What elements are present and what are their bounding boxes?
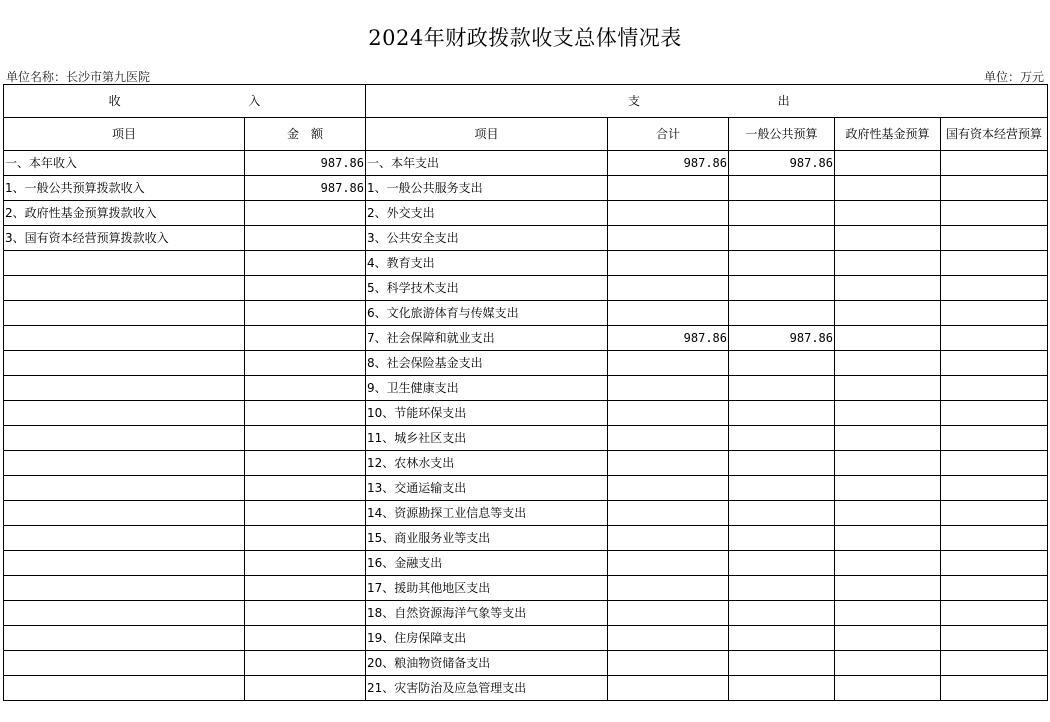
expense-state-capital-cell <box>941 626 1048 651</box>
income-group-char-2: 入 <box>248 94 261 108</box>
income-item-cell <box>4 601 245 626</box>
table-row <box>4 276 1048 301</box>
income-item-cell <box>4 251 245 276</box>
expense-total-cell <box>608 601 729 626</box>
income-item-cell <box>4 376 245 401</box>
income-amount-cell <box>245 326 366 351</box>
expense-fund-cell <box>835 301 941 326</box>
income-amount-cell <box>245 251 366 276</box>
expense-total-cell <box>608 301 729 326</box>
col-expense-total: 合计 <box>608 118 729 151</box>
table-row <box>4 601 1048 626</box>
expense-state-capital-cell <box>941 326 1048 351</box>
header-row-columns <box>4 118 1048 151</box>
expense-total-cell <box>608 626 729 651</box>
expense-state-capital-cell <box>941 476 1048 501</box>
expense-group-char-2: 出 <box>777 94 790 108</box>
expense-state-capital-cell <box>941 651 1048 676</box>
expense-general-cell <box>729 651 835 676</box>
expense-fund-cell <box>835 626 941 651</box>
income-item-cell <box>4 526 245 551</box>
expense-total-cell <box>608 551 729 576</box>
expense-general-cell <box>729 251 835 276</box>
expense-item-cell: 一、本年支出 <box>366 151 608 176</box>
income-amount-cell: 987.86 <box>245 151 366 176</box>
expense-fund-cell <box>835 276 941 301</box>
income-amount-cell <box>245 201 366 226</box>
income-amount-cell <box>245 626 366 651</box>
income-amount-cell <box>245 601 366 626</box>
income-item-cell <box>4 626 245 651</box>
table-row <box>4 226 1048 251</box>
expense-item-cell: 1、一般公共服务支出 <box>366 176 608 201</box>
table-row <box>4 251 1048 276</box>
income-item-cell <box>4 501 245 526</box>
income-item-cell <box>4 351 245 376</box>
page-title: 2024年财政拨款收支总体情况表 <box>368 26 682 50</box>
expense-total-cell <box>608 476 729 501</box>
income-item-cell: 一、本年收入 <box>4 151 245 176</box>
expense-fund-cell <box>835 251 941 276</box>
expense-state-capital-cell <box>941 551 1048 576</box>
expense-fund-cell <box>835 151 941 176</box>
income-item-cell: 3、国有资本经营预算拨款收入 <box>4 226 245 251</box>
income-item-cell: 2、政府性基金预算拨款收入 <box>4 201 245 226</box>
expense-state-capital-cell <box>941 576 1048 601</box>
table-row <box>4 301 1048 326</box>
expense-total-cell <box>608 451 729 476</box>
expense-general-cell <box>729 626 835 651</box>
expense-item-cell: 11、城乡社区支出 <box>366 426 608 451</box>
table-row <box>4 676 1048 701</box>
table-row <box>4 351 1048 376</box>
expense-total-cell <box>608 251 729 276</box>
expense-general-cell <box>729 176 835 201</box>
expense-general-cell <box>729 201 835 226</box>
expense-total-cell <box>608 351 729 376</box>
expense-general-cell <box>729 501 835 526</box>
expense-general-cell <box>729 376 835 401</box>
expense-item-cell: 3、公共安全支出 <box>366 226 608 251</box>
income-item-cell <box>4 401 245 426</box>
income-amount-cell <box>245 651 366 676</box>
table-row <box>4 476 1048 501</box>
expense-item-cell: 5、科学技术支出 <box>366 276 608 301</box>
income-amount-cell <box>245 276 366 301</box>
expense-total-cell <box>608 426 729 451</box>
expense-total-cell <box>608 526 729 551</box>
expense-item-cell: 10、节能环保支出 <box>366 401 608 426</box>
table-row <box>4 651 1048 676</box>
income-amount-cell <box>245 226 366 251</box>
col-expense-state-capital: 国有资本经营预算 <box>941 118 1048 151</box>
expense-fund-cell <box>835 476 941 501</box>
table-row <box>4 626 1048 651</box>
table-row <box>4 151 1048 176</box>
expense-general-cell: 987.86 <box>729 151 835 176</box>
expense-fund-cell <box>835 601 941 626</box>
expense-state-capital-cell <box>941 301 1048 326</box>
expense-total-cell <box>608 401 729 426</box>
expense-total-cell <box>608 651 729 676</box>
income-item-cell <box>4 676 245 701</box>
expense-item-cell: 17、援助其他地区支出 <box>366 576 608 601</box>
table-row <box>4 401 1048 426</box>
income-item-cell <box>4 551 245 576</box>
table-row <box>4 176 1048 201</box>
expense-total-cell <box>608 226 729 251</box>
expense-fund-cell <box>835 201 941 226</box>
expense-general-cell: 987.86 <box>729 326 835 351</box>
expense-item-cell: 19、住房保障支出 <box>366 626 608 651</box>
income-amount-cell <box>245 501 366 526</box>
expense-general-cell <box>729 226 835 251</box>
income-amount-cell <box>245 526 366 551</box>
income-amount-cell <box>245 576 366 601</box>
expense-fund-cell <box>835 451 941 476</box>
expense-group-char-1: 支 <box>628 94 641 108</box>
expense-fund-cell <box>835 376 941 401</box>
expense-total-cell <box>608 576 729 601</box>
expense-fund-cell <box>835 176 941 201</box>
expense-item-cell: 20、粮油物资储备支出 <box>366 651 608 676</box>
income-group-char-1: 收 <box>108 94 121 108</box>
income-item-cell <box>4 651 245 676</box>
expense-item-cell: 16、金融支出 <box>366 551 608 576</box>
expense-state-capital-cell <box>941 251 1048 276</box>
expense-general-cell <box>729 551 835 576</box>
income-item-cell <box>4 576 245 601</box>
table-row <box>4 376 1048 401</box>
header-row-group <box>4 85 1048 118</box>
expense-general-cell <box>729 676 835 701</box>
expense-fund-cell <box>835 351 941 376</box>
expense-general-cell <box>729 601 835 626</box>
budget-table <box>3 84 1048 701</box>
expense-fund-cell <box>835 426 941 451</box>
expense-state-capital-cell <box>941 426 1048 451</box>
expense-general-cell <box>729 451 835 476</box>
income-amount-cell <box>245 676 366 701</box>
col-expense-item: 项目 <box>366 118 608 151</box>
expense-state-capital-cell <box>941 351 1048 376</box>
table-row <box>4 326 1048 351</box>
expense-state-capital-cell <box>941 201 1048 226</box>
col-expense-general: 一般公共预算 <box>729 118 835 151</box>
income-amount-cell <box>245 426 366 451</box>
expense-item-cell: 6、文化旅游体育与传媒支出 <box>366 301 608 326</box>
expense-state-capital-cell <box>941 276 1048 301</box>
income-amount-cell <box>245 551 366 576</box>
income-item-cell <box>4 301 245 326</box>
income-amount-cell: 987.86 <box>245 176 366 201</box>
expense-total-cell: 987.86 <box>608 151 729 176</box>
unit-name: 单位名称：长沙市第九医院 <box>6 70 151 84</box>
table-row <box>4 526 1048 551</box>
expense-total-cell <box>608 376 729 401</box>
expense-state-capital-cell <box>941 526 1048 551</box>
expense-item-cell: 14、资源勘探工业信息等支出 <box>366 501 608 526</box>
expense-state-capital-cell <box>941 676 1048 701</box>
expense-fund-cell <box>835 226 941 251</box>
income-item-cell <box>4 426 245 451</box>
table-row <box>4 551 1048 576</box>
expense-total-cell <box>608 201 729 226</box>
expense-general-cell <box>729 526 835 551</box>
income-item-cell <box>4 451 245 476</box>
table-row <box>4 426 1048 451</box>
expense-total-cell <box>608 276 729 301</box>
expense-fund-cell <box>835 501 941 526</box>
expense-item-cell: 18、自然资源海洋气象等支出 <box>366 601 608 626</box>
expense-fund-cell <box>835 651 941 676</box>
expense-fund-cell <box>835 551 941 576</box>
income-amount-cell <box>245 401 366 426</box>
expense-item-cell: 12、农林水支出 <box>366 451 608 476</box>
expense-item-cell: 9、卫生健康支出 <box>366 376 608 401</box>
expense-fund-cell <box>835 526 941 551</box>
unit-label: 单位：万元 <box>983 70 1044 84</box>
col-expense-fund: 政府性基金预算 <box>835 118 941 151</box>
table-row <box>4 451 1048 476</box>
expense-total-cell <box>608 676 729 701</box>
income-item-cell: 1、一般公共预算拨款收入 <box>4 176 245 201</box>
table-row <box>4 576 1048 601</box>
expense-fund-cell <box>835 326 941 351</box>
income-group-header <box>4 85 366 118</box>
income-amount-cell <box>245 376 366 401</box>
expense-general-cell <box>729 576 835 601</box>
income-amount-cell <box>245 476 366 501</box>
col-income-amount: 金 额 <box>245 118 366 151</box>
expense-item-cell: 15、商业服务业等支出 <box>366 526 608 551</box>
expense-fund-cell <box>835 676 941 701</box>
income-item-cell <box>4 326 245 351</box>
expense-general-cell <box>729 476 835 501</box>
expense-item-cell: 7、社会保障和就业支出 <box>366 326 608 351</box>
expense-state-capital-cell <box>941 376 1048 401</box>
income-item-cell <box>4 476 245 501</box>
expense-state-capital-cell <box>941 151 1048 176</box>
expense-item-cell: 2、外交支出 <box>366 201 608 226</box>
expense-item-cell: 21、灾害防治及应急管理支出 <box>366 676 608 701</box>
income-amount-cell <box>245 301 366 326</box>
expense-state-capital-cell <box>941 451 1048 476</box>
expense-fund-cell <box>835 576 941 601</box>
expense-state-capital-cell <box>941 176 1048 201</box>
expense-group-header <box>366 85 1048 118</box>
income-item-cell <box>4 276 245 301</box>
income-amount-cell <box>245 351 366 376</box>
col-income-item: 项目 <box>4 118 245 151</box>
table-row <box>4 501 1048 526</box>
expense-total-cell <box>608 176 729 201</box>
expense-item-cell: 4、教育支出 <box>366 251 608 276</box>
expense-state-capital-cell <box>941 501 1048 526</box>
expense-state-capital-cell <box>941 226 1048 251</box>
expense-item-cell: 8、社会保险基金支出 <box>366 351 608 376</box>
expense-state-capital-cell <box>941 401 1048 426</box>
expense-total-cell <box>608 501 729 526</box>
income-amount-cell <box>245 451 366 476</box>
expense-state-capital-cell <box>941 601 1048 626</box>
expense-general-cell <box>729 276 835 301</box>
expense-total-cell: 987.86 <box>608 326 729 351</box>
expense-item-cell: 13、交通运输支出 <box>366 476 608 501</box>
expense-general-cell <box>729 301 835 326</box>
expense-fund-cell <box>835 401 941 426</box>
expense-general-cell <box>729 401 835 426</box>
expense-general-cell <box>729 351 835 376</box>
table-row <box>4 201 1048 226</box>
expense-general-cell <box>729 426 835 451</box>
